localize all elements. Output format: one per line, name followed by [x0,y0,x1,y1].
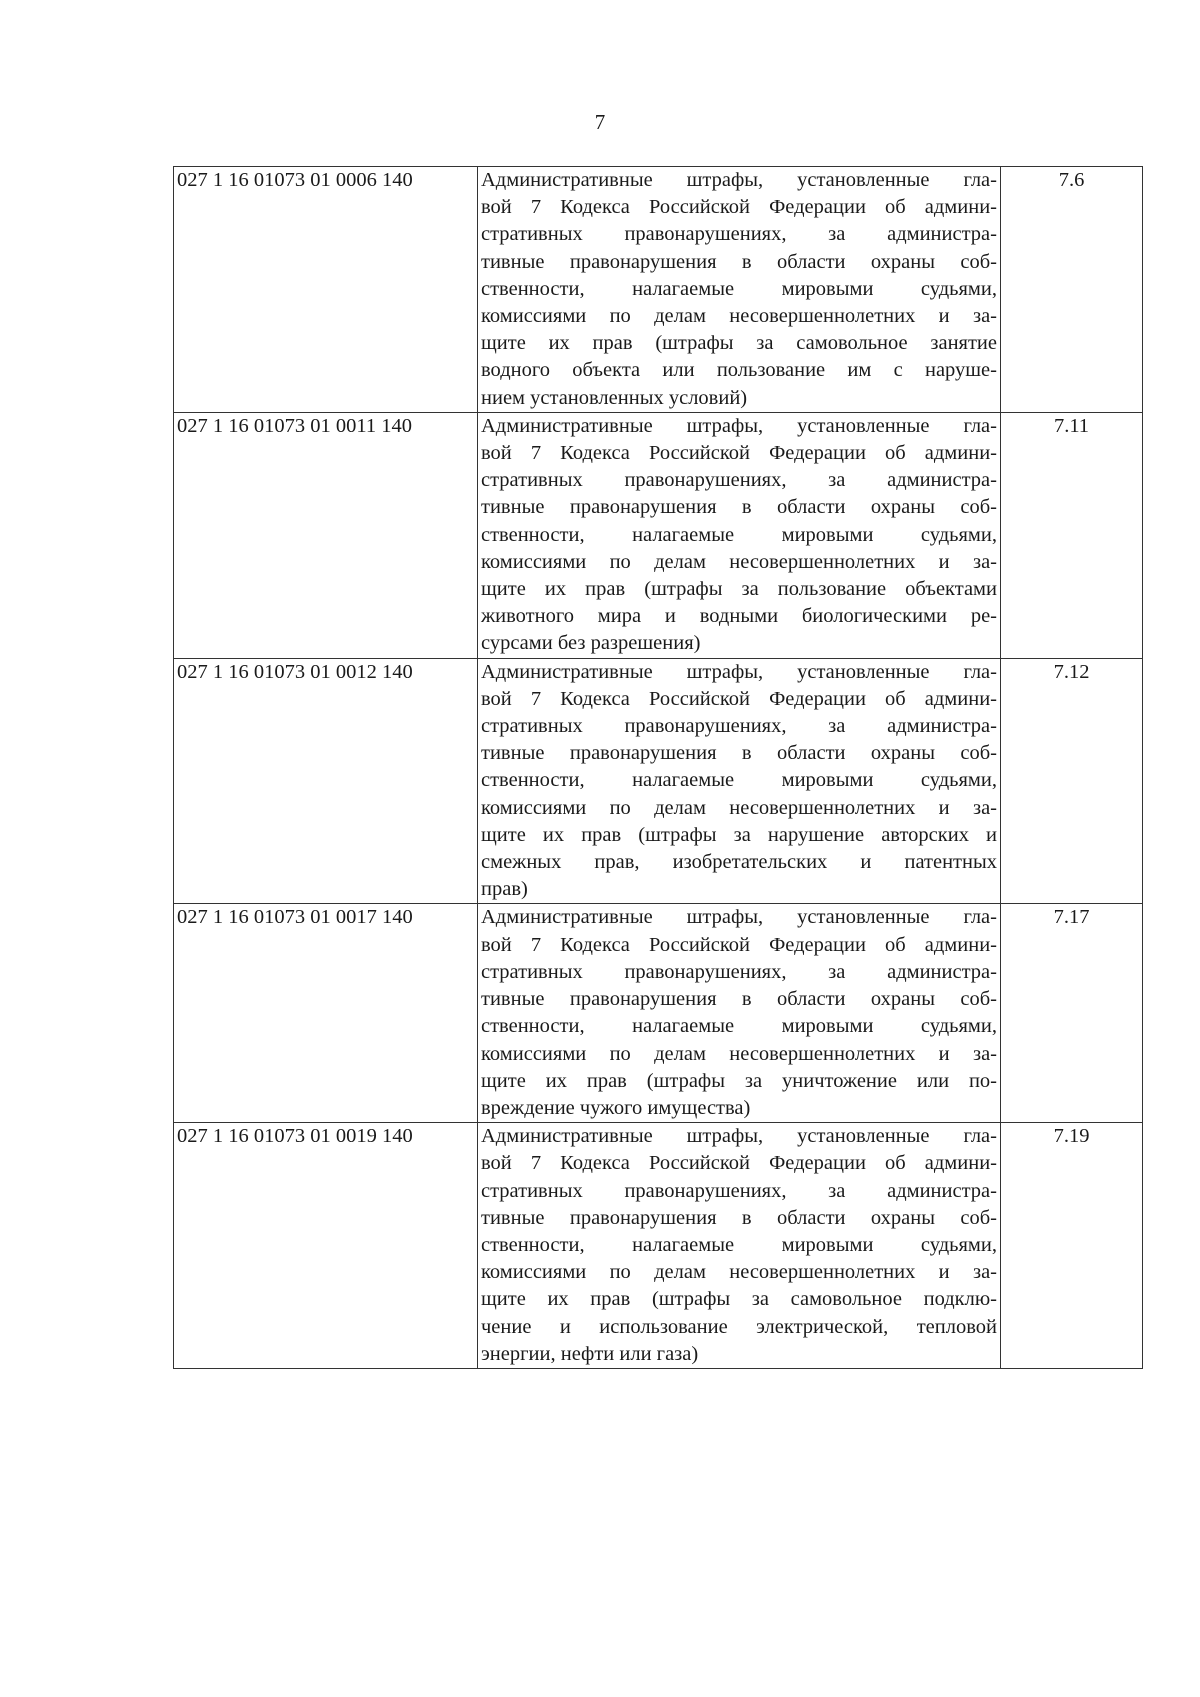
fine-description-line: комиссиями по делам несовершеннолетних и за- [481,305,997,328]
fine-description-line: Административные штрафы, установленные гла- [481,169,997,191]
fine-description-line: вой 7 Кодекса Российской Федерации об админи- [481,196,997,219]
fine-description-line: прав) [481,878,528,901]
fine-description-line: Административные штрафы, установленные гла- [481,906,997,929]
fine-description-line: щите их прав (штрафы за самовольное занятие [481,332,997,355]
budget-classification-code: 027 1 16 01073 01 0017 140 [174,904,478,1123]
fine-description-line: щите их прав (штрафы за уничтожение или по- [481,1069,997,1092]
fine-description-line: смежных прав, изобретательских и патентных [481,851,997,874]
fine-description-line: вой 7 Кодекса Российской Федерации об админи- [481,687,997,710]
table-row [174,167,1143,413]
fine-description-line: ственности, налагаемые мировыми судьями, [481,769,997,792]
budget-classification-code: 027 1 16 01073 01 0019 140 [174,1123,478,1369]
koap-article-number: 7.19 [1001,1123,1143,1369]
fine-description-line: Административные штрафы, установленные гла- [481,660,997,683]
fine-description-line: комиссиями по делам несовершеннолетних и за- [481,1042,997,1065]
fine-description-line: комиссиями по делам несовершеннолетних и за- [481,550,997,573]
koap-article-number: 7.11 [1001,412,1143,658]
fine-description-line: щите их прав (штрафы за нарушение авторских и [481,823,997,846]
fine-description-line: водного объекта или пользование им с наруше- [481,359,997,382]
fine-description-line: тивные правонарушения в области охраны соб- [481,742,997,765]
koap-article-number: 7.6 [1001,167,1143,413]
fine-description-line: комиссиями по делам несовершеннолетних и за- [481,796,997,819]
fine-description-line: стративных правонарушениях, за администра- [481,960,997,983]
fine-description-line: стративных правонарушениях, за администра- [481,469,997,492]
fine-description-line: энергии, нефти или газа) [481,1342,699,1365]
fine-description-line: сурсами без разрешения) [481,632,701,655]
table-row [174,658,1143,904]
fine-description [478,1123,1001,1369]
fine-description-line: комиссиями по делам несовершеннолетних и за- [481,1261,997,1284]
koap-article-number: 7.12 [1001,658,1143,904]
fines-table [173,166,1143,1369]
fine-description-line: вой 7 Кодекса Российской Федерации об админи- [481,1152,997,1175]
table-row [174,412,1143,658]
budget-classification-code: 027 1 16 01073 01 0012 140 [174,658,478,904]
koap-article-number: 7.17 [1001,904,1143,1123]
fines-table-body [174,167,1143,1369]
fine-description [478,658,1001,904]
fine-description [478,167,1001,413]
fine-description-line: Административные штрафы, установленные гла- [481,1125,997,1148]
fine-description-line: тивные правонарушения в области охраны соб- [481,988,997,1011]
fine-description-line: ственности, налагаемые мировыми судьями, [481,1233,997,1256]
fine-description-line: вой 7 Кодекса Российской Федерации об админи- [481,933,997,956]
fine-description-line: стративных правонарушениях, за администра- [481,223,997,246]
fine-description-line: животного мира и водными биологическими ре- [481,605,997,628]
fine-description [478,904,1001,1123]
fine-description-line: щите их прав (штрафы за пользование объектами [481,578,997,601]
fine-description-line: тивные правонарушения в области охраны соб- [481,1206,997,1229]
fine-description-line: вой 7 Кодекса Российской Федерации об админи- [481,442,997,465]
fine-description-line: тивные правонарушения в области охраны соб- [481,496,997,519]
fine-description-line: щите их прав (штрафы за самовольное подклю- [481,1288,997,1311]
fine-description-line: вреждение чужого имущества) [481,1096,751,1119]
fine-description-line: чение и использование электрической, тепловой [481,1315,997,1338]
budget-classification-code: 027 1 16 01073 01 0006 140 [174,167,478,413]
budget-classification-code: 027 1 16 01073 01 0011 140 [174,412,478,658]
page-number: 7 [594,110,606,134]
fine-description [478,412,1001,658]
fine-description-line: нием установленных условий) [481,386,748,409]
fine-description-line: стративных правонарушениях, за администра- [481,1179,997,1202]
fine-description-line: стративных правонарушениях, за администра- [481,715,997,738]
fine-description-line: ственности, налагаемые мировыми судьями, [481,1015,997,1038]
table-row [174,1123,1143,1369]
table-row [174,904,1143,1123]
fine-description-line: ственности, налагаемые мировыми судьями, [481,523,997,546]
fine-description-line: Административные штрафы, установленные гла- [481,414,997,437]
fine-description-line: тивные правонарушения в области охраны соб- [481,250,997,273]
fine-description-line: ственности, налагаемые мировыми судьями, [481,277,997,300]
